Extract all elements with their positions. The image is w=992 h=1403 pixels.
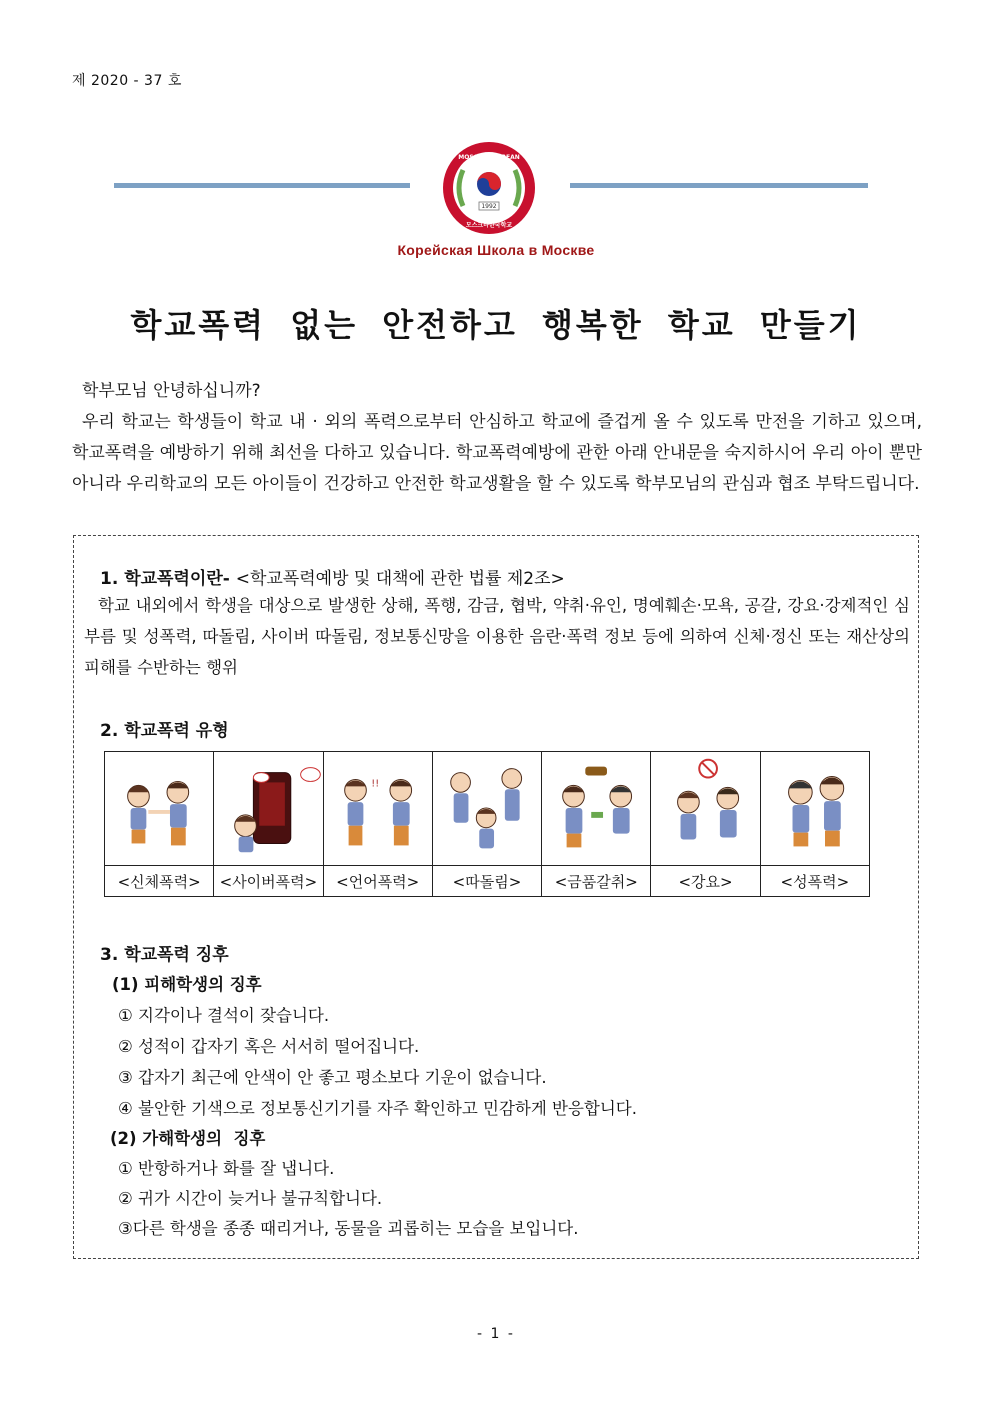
type-label: <따돌림>: [432, 866, 541, 897]
type-label: <성폭력>: [760, 866, 869, 897]
list-item: ③ 갑자기 최근에 안색이 안 좋고 평소보다 기운이 없습니다.: [118, 1068, 547, 1087]
list-item: ② 성적이 갑자기 혹은 서서히 떨어집니다.: [118, 1037, 420, 1056]
type-cell: [760, 752, 869, 866]
type-cell: [651, 752, 760, 866]
section1-heading: [100, 564, 565, 589]
type-label: <강요>: [651, 866, 760, 897]
type-cell: [542, 752, 651, 866]
definition-body: 학교 내외에서 학생을 대상으로 발생한 상해, 폭행, 감금, 협박, 약취·유인, 명예훼손·모욕, 공갈, 강요·강제적인 심부름 및 성폭력, 따돌림, 사이버 따돌림, 정보통신망을 이용한 음란·폭력 정보 등에 의하여 신체·정신 또는 재산상의 피해를 수반하는 행위: [84, 596, 910, 677]
intro-body: 우리 학교는 학생들이 학교 내 · 외의 폭력으로부터 안심하고 학교에 즐겁게 올 수 있도록 만전을 기하고 있으며, 학교폭력을 예방하기 위해 최선을 다하고 있습니다. 학교폭력예방에 관한 아래 안내문을 숙지하시어 우리 아이 뿐만 아니라 우리학교의 모든 아이들이 건강하고 안전한 학교생활을 할 수 있도록 학부모님의 관심과 협조 부탁드립니다.: [72, 412, 922, 494]
list-item: ① 지각이나 결석이 잦습니다.: [118, 1006, 330, 1025]
school-name-ru: Корейская Школа в Москве: [397, 242, 595, 258]
type-label: <사이버폭력>: [214, 866, 323, 897]
section1-title: 1. 학교폭력이란-: [100, 569, 230, 589]
list-item: ③다른 학생을 종종 때리거나, 동물을 괴롭히는 모습을 보입니다.: [118, 1219, 579, 1238]
violence-types-table: [104, 751, 870, 897]
physical-violence-illustration-icon: [105, 752, 213, 865]
page-number: - 1 -: [477, 1326, 515, 1342]
header-rule-left: [114, 183, 410, 188]
coercion-illustration-icon: [651, 752, 759, 865]
type-cell: [214, 752, 323, 866]
cyber-violence-illustration-icon: [214, 752, 322, 865]
emblem-year: 1992: [481, 203, 497, 210]
page-title: 학교폭력 없는 안전하고 행복한 학교 만들기: [130, 306, 862, 344]
emblem-ring-text: MOSCOW KOREAN SCHOOL: [458, 154, 520, 168]
offender-signs-heading: (2) 가해학생의 징후: [110, 1129, 266, 1148]
extortion-illustration-icon: [542, 752, 650, 865]
intro-text: [72, 376, 922, 500]
issue-number: 제 2020 - 37 호: [72, 73, 182, 89]
type-label: <신체폭력>: [105, 866, 214, 897]
list-item: ④ 불안한 기색으로 정보통신기기를 자주 확인하고 민감하게 반응합니다.: [118, 1099, 637, 1118]
sexual-violence-illustration-icon: [761, 752, 869, 865]
type-cell: [105, 752, 214, 866]
type-label: <금품갈취>: [542, 866, 651, 897]
verbal-violence-illustration-icon: [324, 752, 432, 865]
victim-signs-heading: (1) 피해학생의 징후: [112, 975, 262, 994]
type-cell: [323, 752, 432, 866]
section3-heading: 3. 학교폭력 징후: [100, 945, 229, 965]
bullying-illustration-icon: [433, 752, 541, 865]
type-label: <언어폭력>: [323, 866, 432, 897]
svg-text:!!: !!: [370, 778, 379, 790]
greeting: 학부모님 안녕하십니까?: [82, 381, 261, 401]
list-item: ② 귀가 시간이 늦거나 불규칙합니다.: [118, 1189, 383, 1208]
emblem-bottom-text: 모스크바한국학교: [465, 222, 513, 229]
definition-text: [84, 590, 910, 683]
section2-heading: 2. 학교폭력 유형: [100, 721, 229, 741]
list-item: ① 반항하거나 화를 잘 냅니다.: [118, 1159, 335, 1178]
header-rule-right: [570, 183, 868, 188]
law-reference: <학교폭력예방 및 대책에 관한 법률 제2조>: [235, 569, 565, 589]
type-cell: [432, 752, 541, 866]
